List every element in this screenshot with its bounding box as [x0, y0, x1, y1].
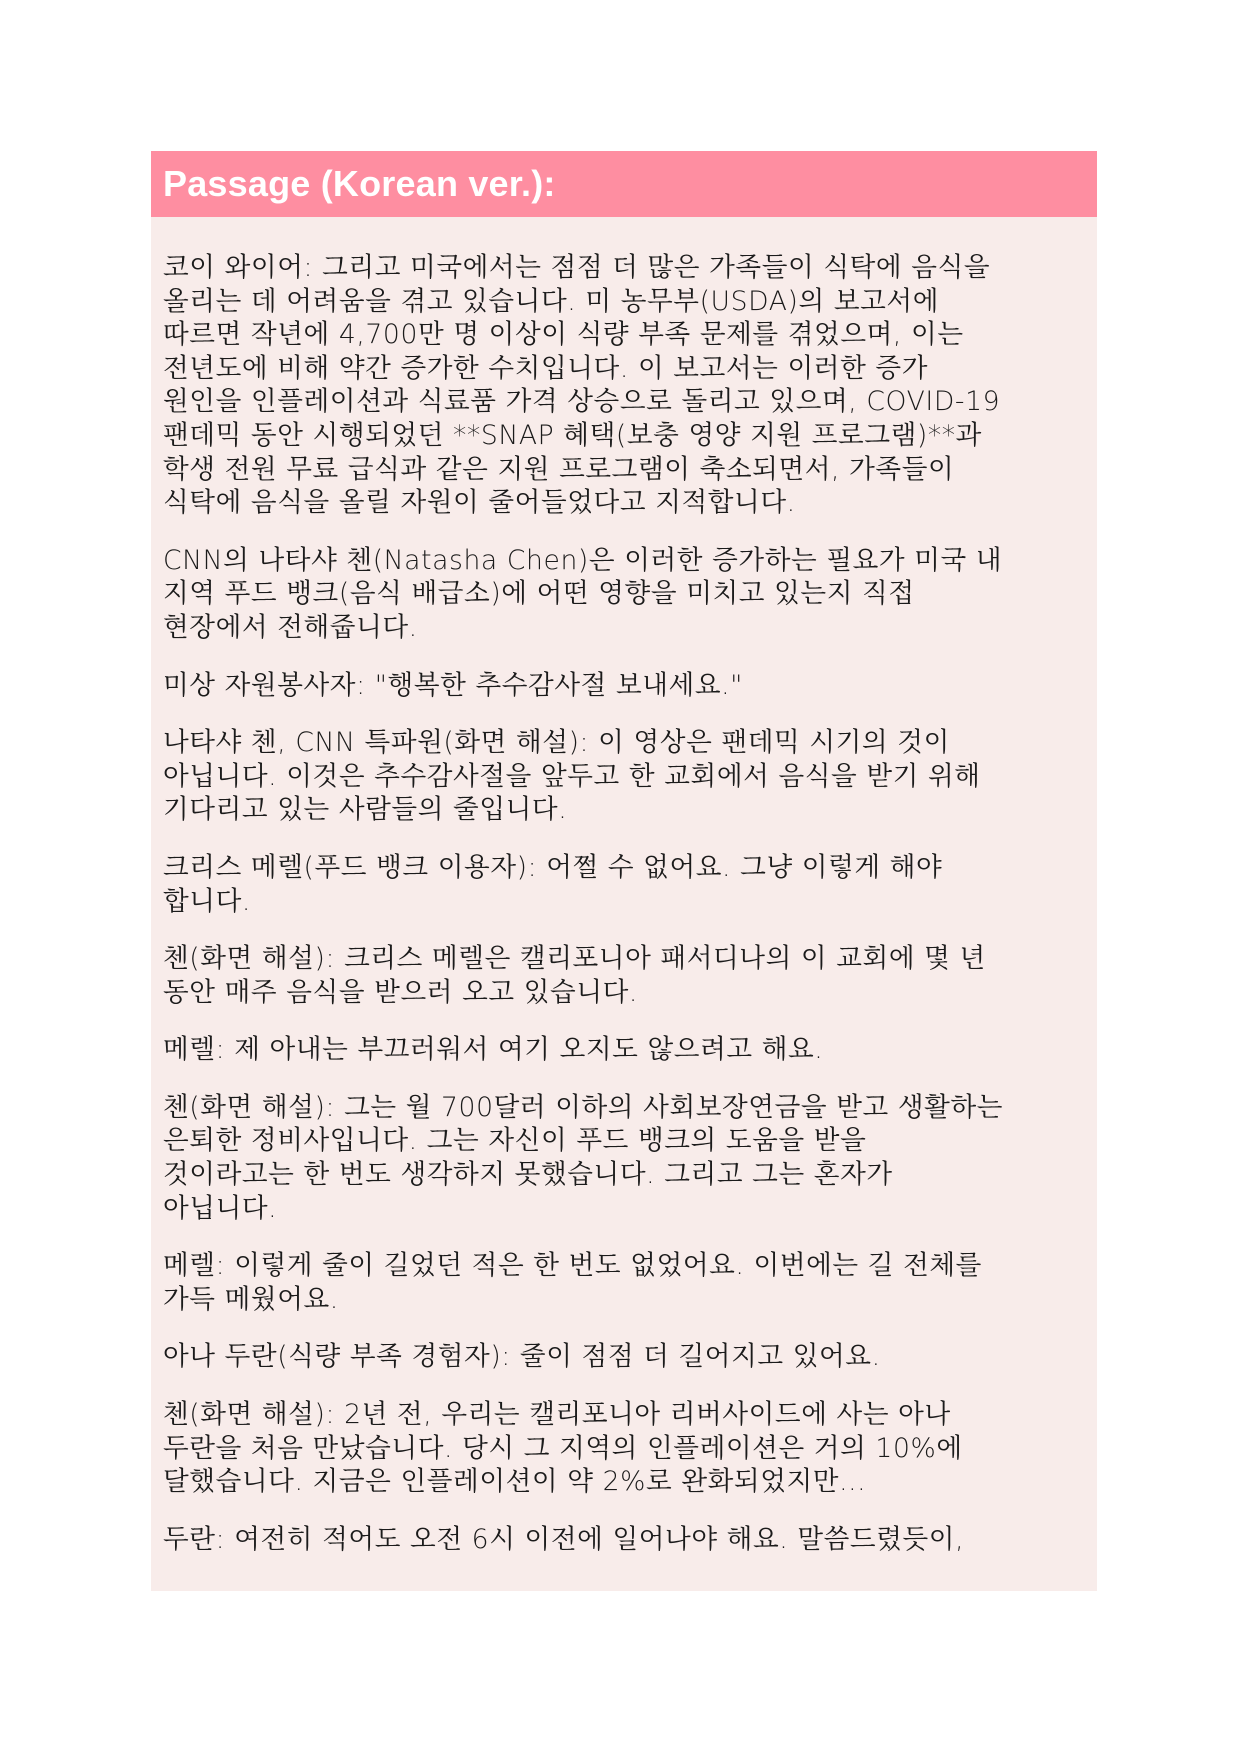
passage-paragraph: 메렐: 제 아내는 부끄러워서 여기 오지도 않으려고 해요. [163, 1034, 824, 1066]
passage-title: Passage (Korean ver.): [163, 163, 556, 204]
passage-paragraph: 메렐: 이렇게 줄이 길었던 적은 한 번도 없었어요. 이번에는 길 전체를 가득 메웠어요. [163, 1250, 982, 1315]
passage-paragraph: 코이 와이어: 그리고 미국에서는 점점 더 많은 가족들이 식탁에 음식을 올리는 데 어려움을 겪고 있습니다. 미 농무부(USDA)의 보고서에 따르면 작년에 4,700만 명 이상이 식량 부족 문제를 겪었으며, 이는 전년도에 비해 약간 증가한 수치입니다. 이 보고서는 이러한 증가 원인을 인플레이션과 식료품 가격 상승으로 돌리고 있으며, COVID-19 팬데믹 동안 시행되었던 **SNAP 혜택(보충 영양 지원 프로그램)**과 학생 전원 무료 급식과 같은 지원 프로그램이 축소되면서, 가족들이 식탁에 음식을 올릴 자원이 줄어들었다고 지적합니다. [163, 252, 1001, 519]
passage-panel [151, 151, 1097, 1591]
passage-paragraph: 미상 자원봉사자: "행복한 추수감사절 보내세요." [163, 669, 743, 701]
passage-paragraph: CNN의 나타샤 첸(Natasha Chen)은 이러한 증가하는 필요가 미국 내 지역 푸드 뱅크(음식 배급소)에 어떤 영향을 미치고 있는지 직접 현장에서 전해줍니다. [163, 544, 1003, 643]
passage-header [151, 151, 1097, 217]
passage-paragraph: 첸(화면 해설): 2년 전, 우리는 캘리포니아 리버사이드에 사는 아나 두란을 처음 만났습니다. 당시 그 지역의 인플레이션은 거의 10%에 달했습니다. 지금은 인플레이션이 약 2%로 완화되었지만... [163, 1399, 963, 1498]
passage-paragraph: 아나 두란(식량 부족 경험자): 줄이 점점 더 길어지고 있어요. [163, 1341, 881, 1373]
passage-paragraph: 첸(화면 해설): 그는 월 700달러 이하의 사회보장연금을 받고 생활하는 은퇴한 정비사입니다. 그는 자신이 푸드 뱅크의 도움을 받을 것이라고는 한 번도 생각하지 못했습니다. 그리고 그는 혼자가 아닙니다. [163, 1091, 1004, 1224]
passage-body [151, 217, 1097, 1556]
passage-paragraph: 나타샤 첸, CNN 특파원(화면 해설): 이 영상은 팬데믹 시기의 것이 아닙니다. 이것은 추수감사절을 앞두고 한 교회에서 음식을 받기 위해 기다리고 있는 사람들의 줄입니다. [163, 727, 981, 826]
passage-paragraph: 두란: 여전히 적어도 오전 6시 이전에 일어나야 해요. 말씀드렸듯이, [163, 1523, 965, 1555]
passage-paragraph: 첸(화면 해설): 크리스 메렐은 캘리포니아 패서디나의 이 교회에 몇 년 동안 매주 음식을 받으러 오고 있습니다. [163, 943, 986, 1008]
passage-paragraph: 크리스 메렐(푸드 뱅크 이용자): 어쩔 수 없어요. 그냥 이렇게 해야 합니다. [163, 851, 943, 917]
